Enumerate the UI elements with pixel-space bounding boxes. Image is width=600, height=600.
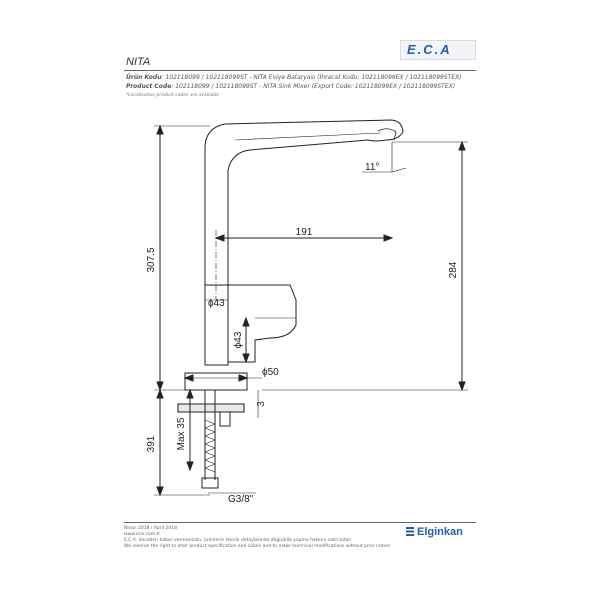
arrow-391-bottom xyxy=(157,487,163,495)
arrow-total-top xyxy=(157,126,163,134)
label-hose-length: 391 xyxy=(146,435,157,453)
lever-handle xyxy=(228,285,296,362)
label-total-height: 307.5 xyxy=(146,247,157,273)
product-code-en-label: Product Code xyxy=(126,83,172,90)
product-code-tr-label: Ürün Kodu xyxy=(126,74,162,81)
arrow-191-right xyxy=(384,235,392,241)
spout-outline xyxy=(205,120,403,285)
brand-name: Elginkan xyxy=(417,526,463,538)
counter-top xyxy=(178,404,244,412)
elginkan-brand xyxy=(406,526,463,538)
arrow-base-right xyxy=(239,375,247,381)
label-lever-diameter: ϕ43 xyxy=(233,331,244,349)
product-code-en-value: : 102118099 / 102118099ST - NITA Sink Mixer (Export Code: 102118099EX / 102118099STEX) xyxy=(171,83,456,90)
localisation-note: *Localisation product codes are available xyxy=(126,93,219,98)
label-base-diameter: ϕ50 xyxy=(262,367,279,378)
arrow-lever-top xyxy=(243,318,249,326)
arrow-191-left xyxy=(216,235,224,241)
hose-braid xyxy=(205,420,215,472)
label-spout-height: 284 xyxy=(448,261,459,279)
footer-website[interactable]: www.eca.com.tr xyxy=(124,532,161,537)
footer-divider xyxy=(124,522,476,523)
label-body-diameter: ϕ43 xyxy=(208,298,225,309)
arrow-max35-top xyxy=(187,390,193,398)
label-base-gap: 3 xyxy=(256,401,267,407)
base-rosette xyxy=(185,373,247,390)
spout-edge-line xyxy=(235,133,380,140)
label-counter-thickness: Max 35 xyxy=(176,417,187,451)
arrow-max35-bottom xyxy=(187,462,193,470)
aerator xyxy=(378,129,396,140)
arrow-lever-bottom xyxy=(243,354,249,362)
body-cylinder xyxy=(205,285,228,365)
hose-fitting xyxy=(202,478,218,488)
label-connection: G3/8" xyxy=(228,494,254,505)
footer-disclaimer-tr: E.C.A. önceden haber vermeksizin, ürünlerin teknik detaylarında değişiklik yapma hakkını saklı tutar. xyxy=(124,538,352,543)
product-code-tr-value: : 102118099 / 102118099ST - NITA Eviye Bataryası (İhracat Kodu: 102118099EX / 102118099STEX) xyxy=(161,74,462,81)
arrow-284-top xyxy=(459,142,465,150)
arrow-391-top xyxy=(157,390,163,398)
angle-line xyxy=(392,168,406,172)
arrow-284-bottom xyxy=(459,382,465,390)
footer-disclaimer-en: We reserve the right to alter product specification and colors and to make technical modifications without prior notice. xyxy=(124,544,392,549)
label-spout-angle: 11° xyxy=(365,162,380,173)
eca-logo-text: E.C.A xyxy=(407,42,452,57)
fixing-nut xyxy=(220,412,230,426)
product-name: NITA xyxy=(126,56,151,68)
arrow-base-left xyxy=(185,375,193,381)
label-spout-reach: 191 xyxy=(295,227,313,238)
elginkan-logo-icon xyxy=(406,527,414,536)
footer-date: Nisan 2018 / April 2018 xyxy=(124,526,177,531)
